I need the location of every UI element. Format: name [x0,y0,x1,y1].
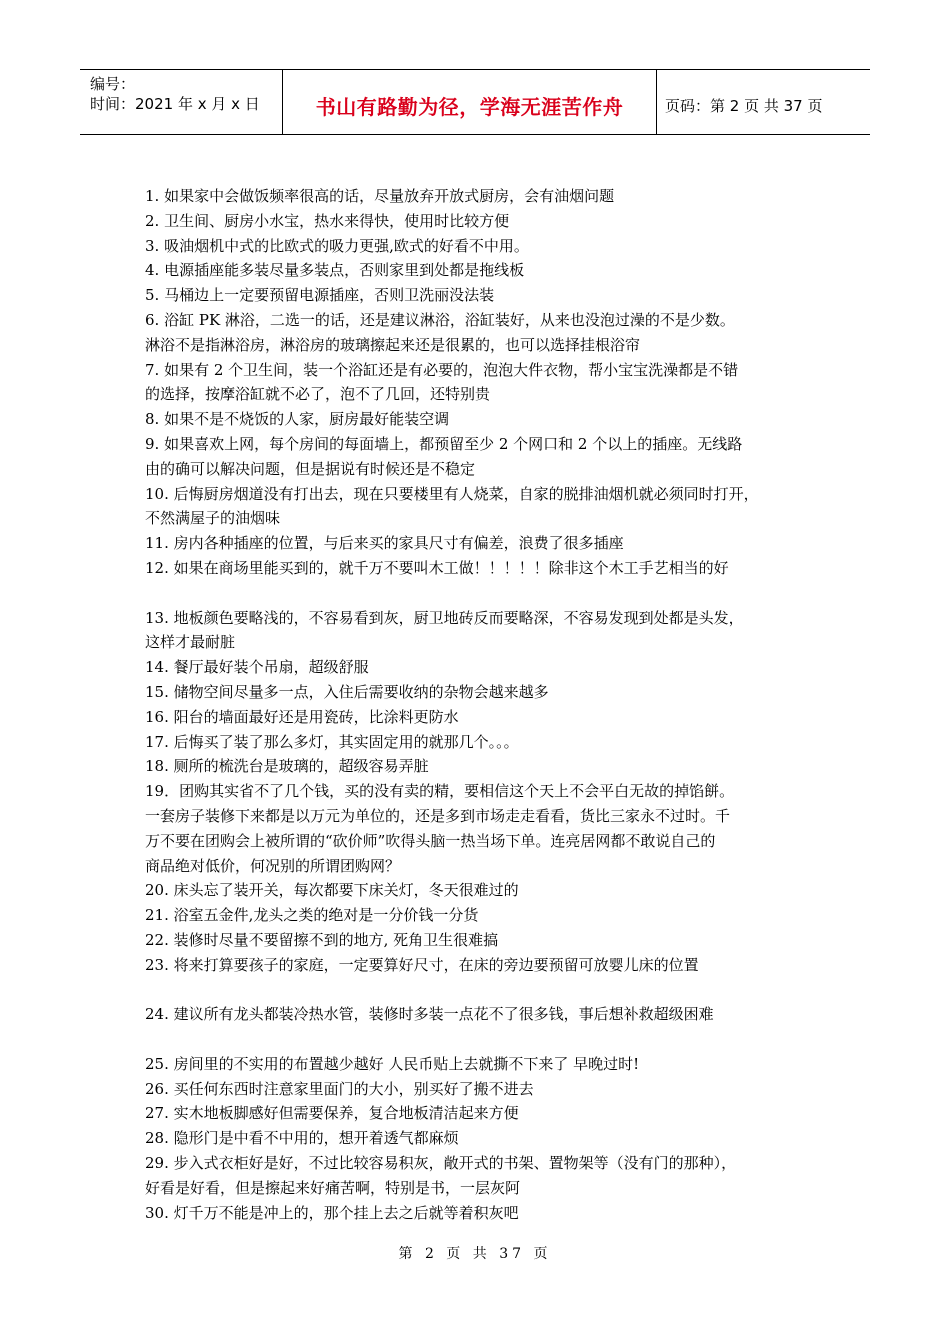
header-meta-cell [80,70,283,134]
document-number-label: 编号： [90,75,136,93]
text-line: 8. 如果不是不烧饭的人家，厨房最好能装空调 [145,410,450,429]
text-line: 24. 建议所有龙头都装冷热水管，装修时多装一点花不了很多钱，事后想补救超级困难 [145,1005,714,1024]
text-line: 23. 将来打算要孩子的家庭，一定要算好尺寸，在床的旁边要预留可放婴儿床的位置 [145,955,699,974]
header-motto-cell [283,70,657,134]
header-motto: 书山有路勤为径，学海无涯苦作舟 [315,94,624,119]
text-line: 好看是好看，但是擦起来好痛苦啊，特别是书，一层灰阿 [145,1178,521,1197]
text-line: 13. 地板颜色要略浅的，不容易看到灰，厨卫地砖反而要略深，不容易发现到处都是头发， [145,608,744,627]
text-line: 18. 厕所的梳洗台是玻璃的，超级容易弄脏 [145,757,429,776]
text-line: 10. 后悔厨房烟道没有打出去，现在只要楼里有人烧菜，自家的脱排油烟机就必须同时打开， [145,484,759,503]
text-line: 2. 卫生间、厨房小水宝，热水来得快，使用时比较方便 [145,211,510,230]
text-line: 26. 买任何东西时注意家里面门的大小，别买好了搬不进去 [145,1079,534,1098]
header-page-cell [657,70,870,134]
text-line: 28. 隐形门是中看不中用的，想开着透气都麻烦 [145,1129,459,1148]
text-line: 4. 电源插座能多装尽量多装点，否则家里到处都是拖线板 [145,261,525,280]
text-line: 9. 如果喜欢上网，每个房间的每面墙上，都预留至少 2 个网口和 2 个以上的插座。无线路 [145,434,743,453]
text-line: 15. 储物空间尽量多一点，入住后需要收纳的杂物会越来越多 [145,682,549,701]
text-line: 的选择，按摩浴缸就不必了，泡不了几回，还特别贵 [145,385,491,404]
document-body [145,184,825,1225]
text-line: 7. 如果有 2 个卫生间，装一个浴缸还是有必要的，泡泡大件衣物，帮小宝宝洗澡都是不错 [145,360,739,379]
blank-line [145,978,825,1003]
text-line: 22. 装修时尽量不要留擦不到的地方, 死角卫生很难搞 [145,930,499,949]
text-line: 20. 床头忘了装开关，每次都要下床关灯，冬天很难过的 [145,881,519,900]
text-line: 1. 如果家中会做饭频率很高的话，尽量放弃开放式厨房，会有油烟问题 [145,187,615,205]
text-line: 6. 浴缸 PK 淋浴，二选一的话，还是建议淋浴，浴缸装好，从来也没泡过澡的不是少数。 [145,310,735,329]
text-line: 21. 浴室五金件,龙头之类的绝对是一分价钱一分货 [145,906,479,925]
header-page-info: 页码：第 2 页 共 37 页 [665,96,823,115]
text-line: 淋浴不是指淋浴房，淋浴房的玻璃擦起来还是很累的，也可以选择挂根浴帘 [145,335,641,354]
text-line: 商品绝对低价，何况别的所谓团购网？ [145,856,401,875]
text-line: 万不要在团购会上被所谓的“砍价师”吹得头脑一热当场下单。连亮居网都不敢说自己的 [145,831,716,850]
text-line: 不然满屋子的油烟味 [145,509,281,528]
text-line: 27. 实木地板脚感好但需要保养，复合地板清洁起来方便 [145,1104,519,1123]
text-line: 由的确可以解决问题，但是据说有时候还是不稳定 [145,459,476,478]
text-line: 30. 灯千万不能是冲上的，那个挂上去之后就等着积灰吧 [145,1203,519,1222]
document-header [80,69,870,135]
text-line: 一套房子装修下来都是以万元为单位的，还是多到市场走走看看，货比三家永不过时。千 [145,806,731,825]
document-date-label: 时间：2021 年 x 月 x 日 [90,95,260,113]
text-line: 14. 餐厅最好装个吊扇，超级舒服 [145,658,369,677]
blank-line [145,1027,825,1052]
text-line: 5. 马桶边上一定要预留电源插座，否则卫洗丽没法装 [145,286,495,305]
text-line: 19．团购其实省不了几个钱，买的没有卖的精，要相信这个天上不会平白无故的掉馅餅。 [145,782,735,801]
text-line: 16. 阳台的墙面最好还是用瓷砖，比涂料更防水 [145,707,459,726]
page-footer: 第 2 页 共 37 页 [398,1246,552,1262]
blank-line [145,581,825,606]
text-line: 11. 房内各种插座的位置，与后来买的家具尺寸有偏差，浪费了很多插座 [145,534,624,553]
text-line: 3. 吸油烟机中式的比欧式的吸力更强,欧式的好看不中用。 [145,236,529,255]
text-line: 12. 如果在商场里能买到的，就千万不要叫木工做！！！！！除非这个木工手艺相当的好 [145,558,729,577]
text-line: 这样才最耐脏 [145,633,236,652]
text-line: 29. 步入式衣柜好是好，不过比较容易积灰，敞开式的书架、置物架等（没有门的那种）， [145,1154,737,1173]
text-line: 17. 后悔买了装了那么多灯，其实固定用的就那几个。。。 [145,732,519,751]
text-line: 25. 房间里的不实用的布置越少越好 人民币贴上去就撕不下来了 早晚过时! [145,1054,640,1073]
